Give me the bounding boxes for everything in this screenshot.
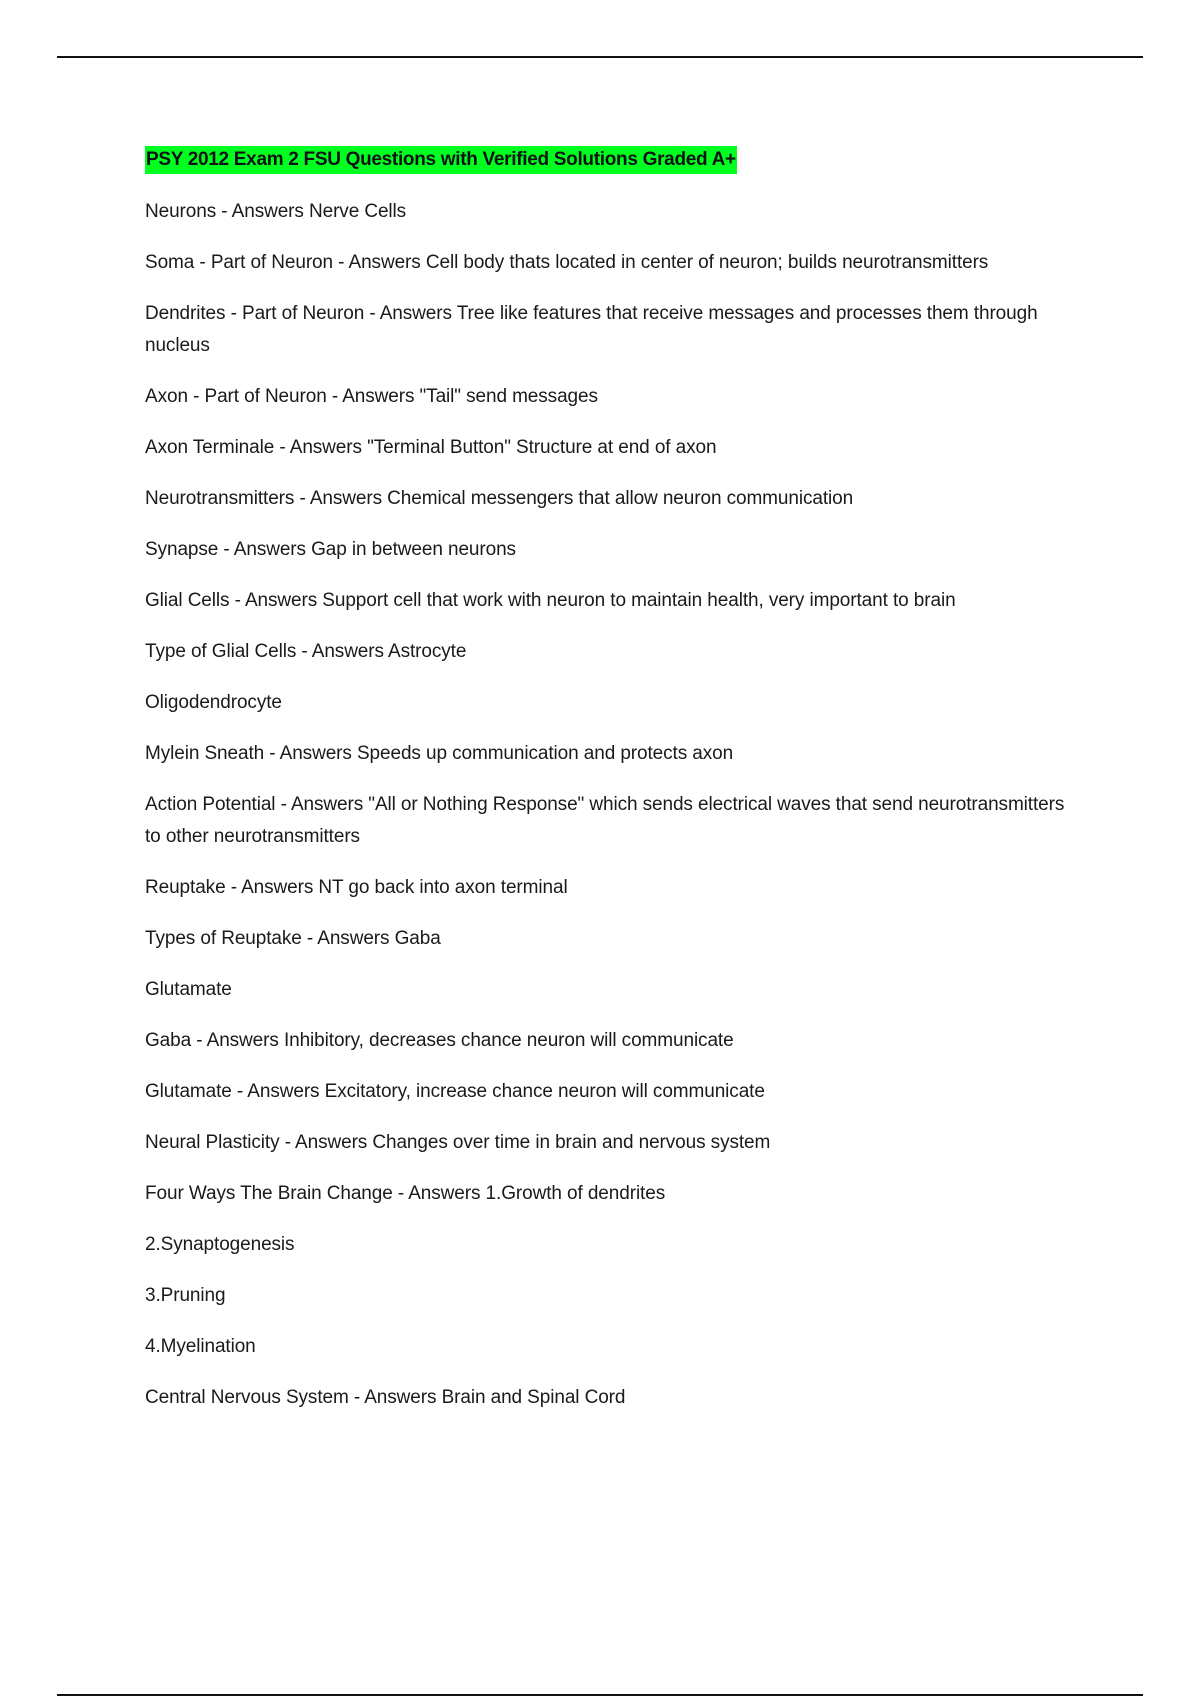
entry-2: Soma - Part of Neuron - Answers Cell body thats located in center of neuron; builds neurotransmitters (145, 252, 989, 273)
entry-19: Four Ways The Brain Change - Answers 1.Growth of dendrites (145, 1183, 666, 1204)
footer-rule (57, 1694, 1143, 1696)
entry-1: Neurons - Answers Nerve Cells (145, 201, 407, 222)
entry-12: Action Potential - Answers "All or Nothing Response" which sends electrical waves that send neurotransmitters to other neurotransmitters (145, 794, 1065, 847)
entry-13: Reuptake - Answers NT go back into axon terminal (145, 877, 568, 898)
entry-5: Axon Terminale - Answers "Terminal Button" Structure at end of axon (145, 437, 717, 458)
entry-15: Glutamate (145, 979, 232, 1000)
entry-4: Axon - Part of Neuron - Answers "Tail" send messages (145, 386, 598, 407)
entry-8: Glial Cells - Answers Support cell that work with neuron to maintain health, very important to brain (145, 590, 956, 611)
entry-23: Central Nervous System - Answers Brain and Spinal Cord (145, 1387, 626, 1408)
document-title: PSY 2012 Exam 2 FSU Questions with Verified Solutions Graded A+ (145, 146, 737, 174)
entry-21: 3.Pruning (145, 1285, 226, 1306)
entry-10: Oligodendrocyte (145, 692, 282, 713)
entry-20: 2.Synaptogenesis (145, 1234, 295, 1255)
entry-9: Type of Glial Cells - Answers Astrocyte (145, 641, 467, 662)
entry-14: Types of Reuptake - Answers Gaba (145, 928, 441, 949)
entry-22: 4.Myelination (145, 1336, 256, 1357)
entry-6: Neurotransmitters - Answers Chemical messengers that allow neuron communication (145, 488, 854, 509)
document-body (145, 144, 1085, 1433)
title-container (145, 144, 1085, 176)
header-rule (57, 56, 1143, 58)
entry-18: Neural Plasticity - Answers Changes over time in brain and nervous system (145, 1132, 771, 1153)
entry-3: Dendrites - Part of Neuron - Answers Tree like features that receive messages and processes them through nucleus (145, 303, 1038, 356)
entry-7: Synapse - Answers Gap in between neurons (145, 539, 516, 560)
entry-17: Glutamate - Answers Excitatory, increase chance neuron will communicate (145, 1081, 765, 1102)
entry-11: Mylein Sneath - Answers Speeds up communication and protects axon (145, 743, 734, 764)
entry-16: Gaba - Answers Inhibitory, decreases chance neuron will communicate (145, 1030, 734, 1051)
